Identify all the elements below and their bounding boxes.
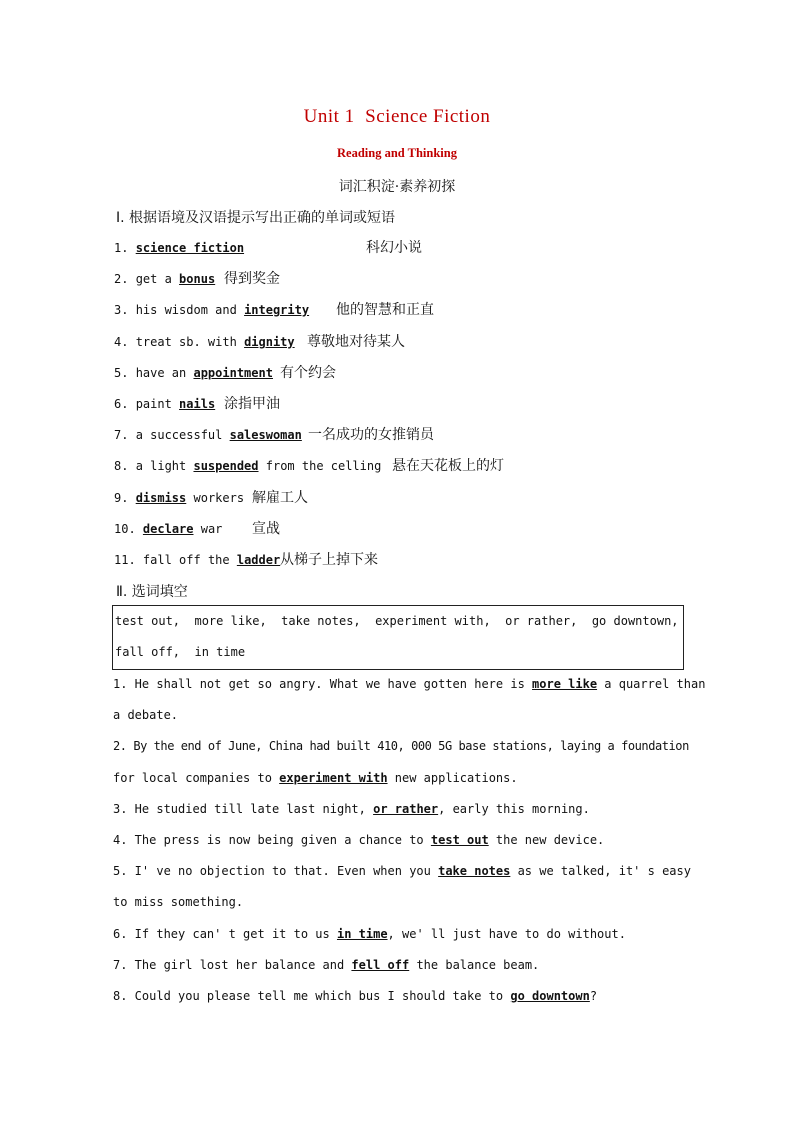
answer-text: go downtown: [510, 989, 590, 1003]
prompt-text: fall off the: [142, 553, 237, 567]
vocab-item: [114, 488, 308, 508]
sentence-text: ?: [589, 989, 598, 1003]
answer-text: experiment with: [279, 771, 388, 785]
chinese-meaning: 悬在天花板上的灯: [392, 458, 504, 474]
answer-text: dismiss: [135, 491, 187, 505]
sentence-text: as we talked, it' s easy: [510, 864, 691, 878]
sentence-line: to miss something.: [113, 895, 244, 909]
vocab-item: [114, 456, 504, 476]
sentence-text: a quarrel than: [597, 677, 706, 691]
item-number: 8.: [114, 459, 129, 473]
page-subtitle: Reading and Thinking: [337, 146, 457, 160]
vocab-item: [114, 394, 280, 414]
answer-text: or rather: [373, 802, 439, 816]
sentence-text: new applications.: [387, 771, 518, 785]
chinese-meaning: 从梯子上掉下来: [280, 552, 378, 568]
sentence-line: [113, 864, 691, 878]
part2-heading: Ⅱ. 选词填空: [116, 584, 188, 600]
chinese-meaning: 有个约会: [280, 365, 336, 381]
item-number: 4.: [114, 335, 129, 349]
sentence-line: [113, 802, 683, 816]
vocab-item: [114, 425, 434, 445]
sentence-text: 4. The press is now being given a chance to: [113, 833, 431, 847]
prompt-text: treat sb. with: [135, 335, 245, 349]
answer-text: ladder: [236, 553, 281, 567]
item-number: 11.: [114, 553, 136, 567]
item-number: 7.: [114, 428, 129, 442]
sentence-text: 1. He shall not get so angry. What we have gotten here is: [113, 677, 533, 691]
page-title: Unit 1 Science Fiction: [303, 106, 491, 127]
sentence-line: [113, 927, 683, 941]
vocab-item: [114, 269, 280, 289]
answer-text: appointment: [193, 366, 273, 380]
answer-text: nails: [179, 397, 216, 411]
answer-text: science fiction: [135, 241, 245, 255]
sentence-line: a debate.: [113, 708, 179, 722]
sentence-text: , early this morning.: [438, 802, 590, 816]
item-number: 3.: [114, 303, 129, 317]
sentence-text: the new device.: [488, 833, 605, 847]
prompt-text: have an: [135, 366, 194, 380]
prompt-text: a successful: [135, 428, 230, 442]
answer-text: bonus: [179, 272, 216, 286]
sentence-line: [113, 833, 683, 847]
answer-text: suspended: [193, 459, 259, 473]
sentence-text: 8. Could you please tell me which bus I should take to: [113, 989, 511, 1003]
answer-text: more like: [532, 677, 598, 691]
word-bank-box: [112, 605, 684, 670]
answer-text: saleswoman: [229, 428, 302, 442]
answer-text: fell off: [351, 958, 410, 972]
item-number: 2.: [114, 272, 129, 286]
word-bank-line: test out, more like, take notes, experiment with, or rather, go downtown,: [115, 614, 679, 628]
sentence-text: 5. I' ve no objection to that. Even when you: [113, 864, 439, 878]
vocab-item: [114, 332, 405, 352]
sentence-line: [113, 989, 683, 1003]
vocab-item: [114, 238, 422, 258]
sentence-line: 2. By the end of June, China had built 410, 000 5G base stations, laying a foundation: [113, 739, 689, 753]
vocab-item: [114, 300, 434, 320]
answer-text: declare: [142, 522, 194, 536]
chinese-meaning: 涂指甲油: [224, 396, 280, 412]
sentence-line: [113, 771, 683, 785]
word-bank-line: fall off, in time: [115, 645, 246, 659]
item-number: 1.: [114, 241, 129, 255]
chinese-meaning: 宣战: [252, 521, 280, 537]
prompt-text: his wisdom and: [135, 303, 245, 317]
item-number: 9.: [114, 491, 129, 505]
answer-text: in time: [336, 927, 388, 941]
sentence-text: the balance beam.: [409, 958, 540, 972]
vocab-item: [114, 363, 336, 383]
prompt-text: workers: [186, 491, 245, 505]
answer-text: integrity: [244, 303, 310, 317]
answer-text: dignity: [244, 335, 295, 349]
sentence-line: [113, 677, 706, 691]
chinese-meaning: 尊敬地对待某人: [307, 334, 405, 350]
vocab-item: [114, 519, 280, 539]
sentence-text: 6. If they can' t get it to us: [113, 927, 337, 941]
sentence-line: [113, 958, 683, 972]
sentence-text: 3. He studied till late last night,: [113, 802, 374, 816]
prompt-text: war: [193, 522, 223, 536]
chinese-meaning: 得到奖金: [224, 271, 280, 287]
prompt-text: paint: [135, 397, 180, 411]
prompt-text: get a: [135, 272, 180, 286]
chinese-meaning: 解雇工人: [252, 490, 308, 506]
answer-text: test out: [430, 833, 489, 847]
part1-heading: Ⅰ. 根据语境及汉语提示写出正确的单词或短语: [116, 210, 396, 226]
sentence-text: for local companies to: [113, 771, 280, 785]
chinese-meaning: 科幻小说: [366, 240, 422, 256]
item-number: 6.: [114, 397, 129, 411]
vocab-item: [114, 550, 378, 570]
item-number: 5.: [114, 366, 129, 380]
prompt-text: a light: [135, 459, 194, 473]
chinese-meaning: 一名成功的女推销员: [308, 427, 434, 443]
answer-text: take notes: [438, 864, 511, 878]
item-number: 10.: [114, 522, 136, 536]
prompt-text: from the celling: [258, 459, 382, 473]
sentence-text: 7. The girl lost her balance and: [113, 958, 352, 972]
chinese-meaning: 他的智慧和正直: [336, 302, 434, 318]
section-heading: 词汇积淀·素养初探: [338, 179, 456, 195]
sentence-text: , we' ll just have to do without.: [387, 927, 626, 941]
